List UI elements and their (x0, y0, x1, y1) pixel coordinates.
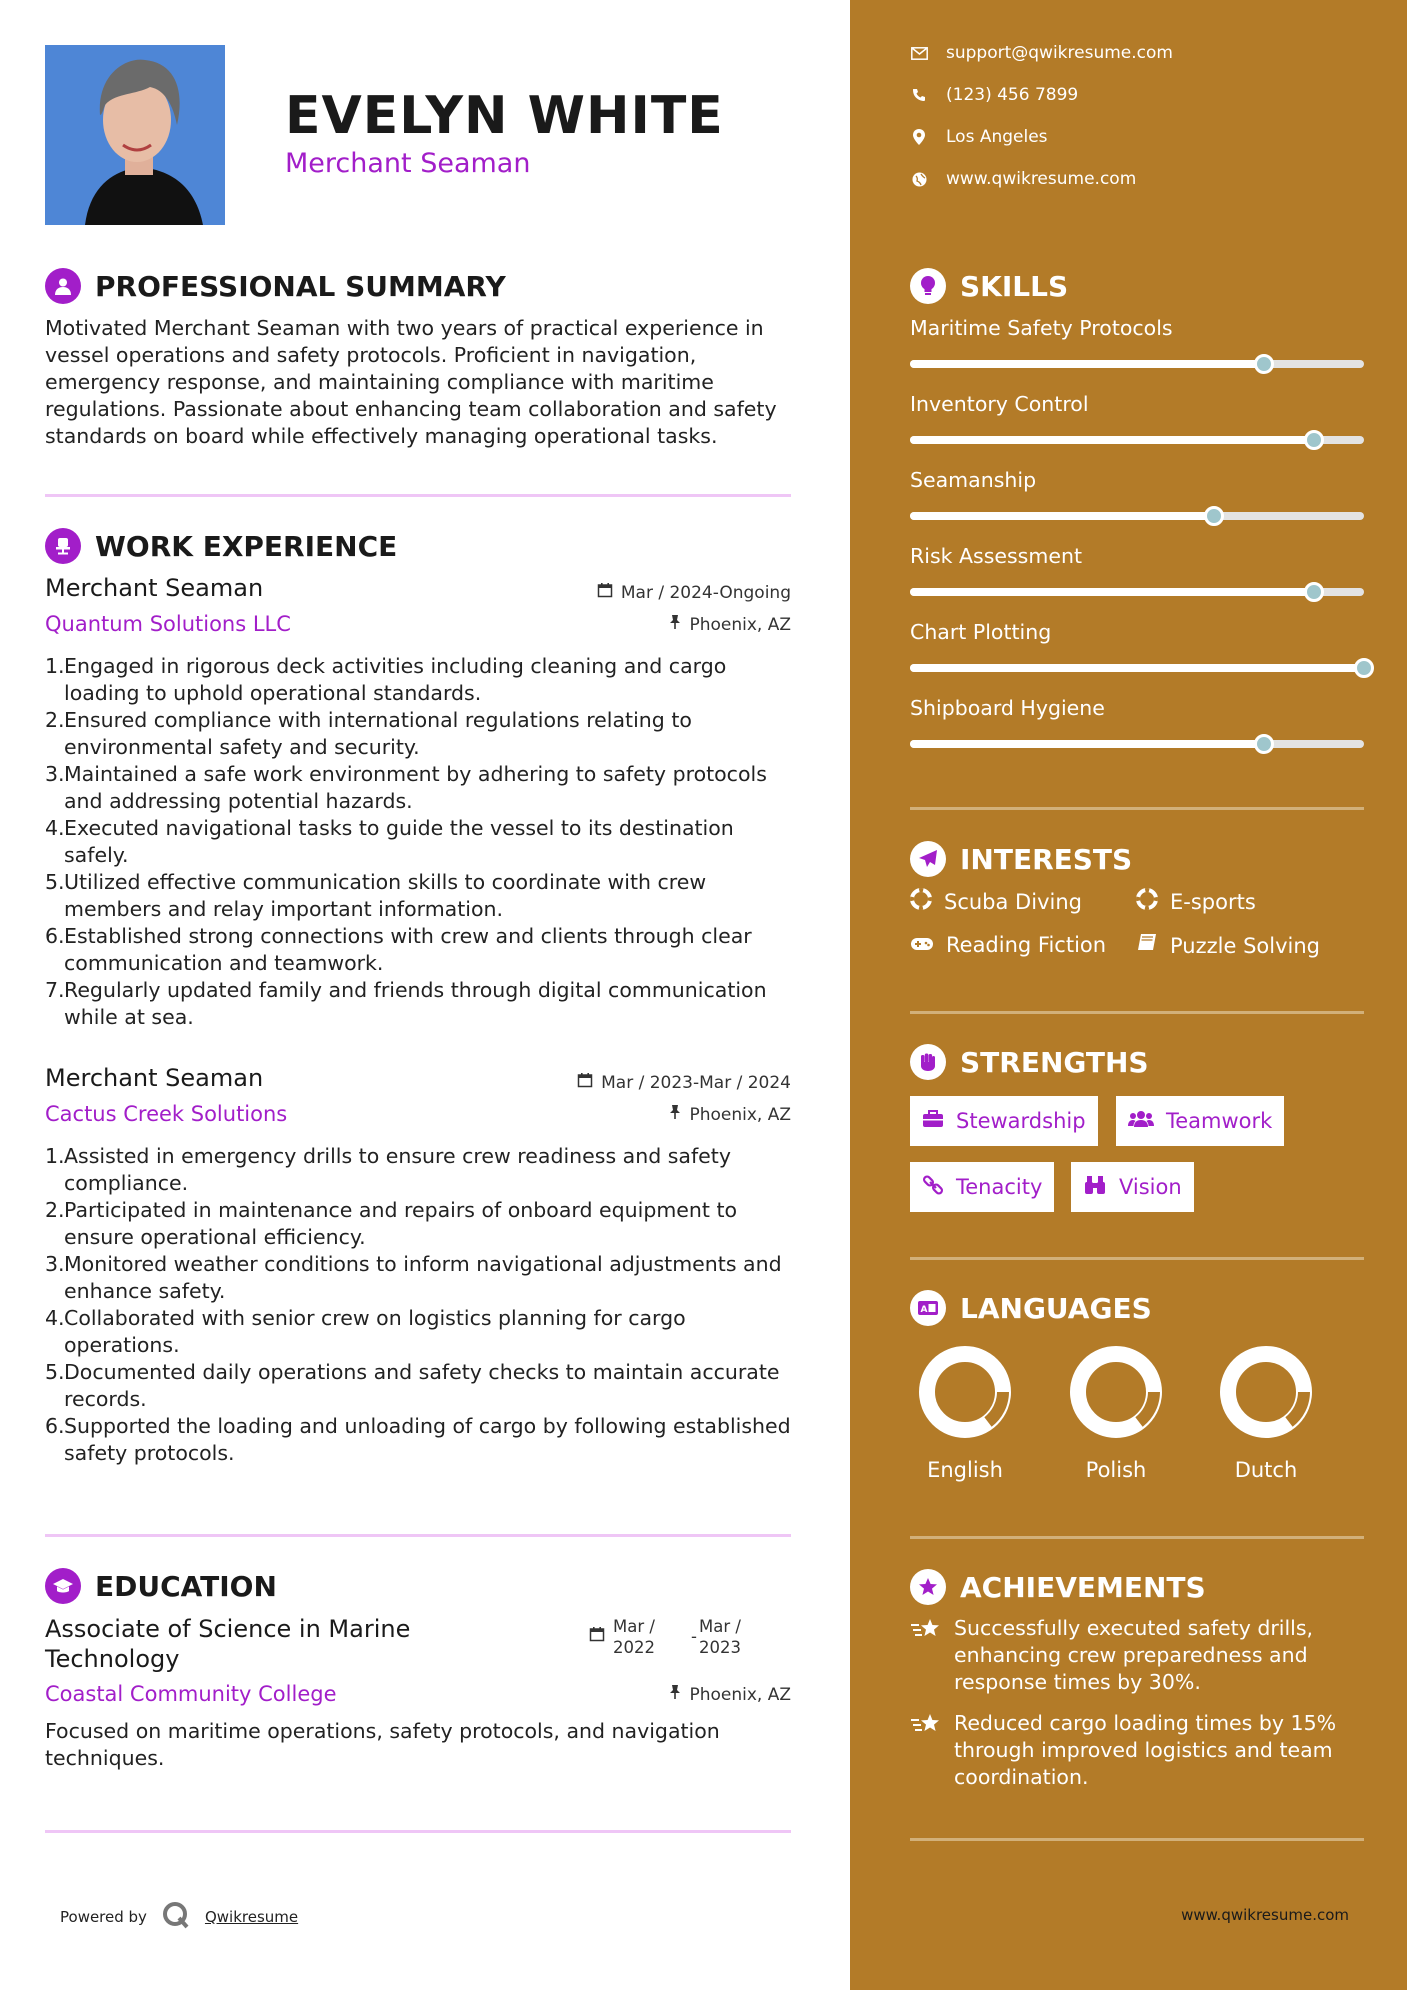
skill-level-knob (1354, 658, 1374, 678)
strength-chip: Vision (1071, 1162, 1194, 1212)
achievements-title: ACHIEVEMENTS (960, 1570, 1206, 1604)
skill-level-knob (1254, 354, 1274, 374)
skill-bar-fill (910, 588, 1314, 596)
achievements-header (910, 1569, 1206, 1605)
calendar-icon (597, 582, 613, 603)
skill-bar (910, 664, 1364, 672)
footer-url[interactable]: www.qwikresume.com (1181, 1906, 1349, 1924)
education-dates: Mar / 2022 - Mar / 2023 (589, 1616, 741, 1658)
list-item: 6. Supported the loading and unloading of cargo by following established safety protocols. (45, 1414, 791, 1465)
skill-label: Shipboard Hygiene (910, 696, 1105, 720)
language-icon (910, 1290, 946, 1326)
skill-bar (910, 588, 1364, 596)
qwikresume-link[interactable]: Qwikresume (204, 1908, 299, 1926)
users-icon (1128, 1109, 1154, 1133)
education-text: Focused on maritime operations, safety protocols, and navigation techniques. (45, 1719, 720, 1770)
paper-plane-icon (910, 841, 946, 877)
summary-title: PROFESSIONAL SUMMARY (95, 269, 506, 303)
languages-title: LANGUAGES (960, 1291, 1152, 1325)
interests-header (910, 841, 1132, 877)
job-title: Merchant Seaman (45, 1064, 264, 1092)
skill-level-knob (1304, 430, 1324, 450)
shooting-star-icon (910, 1617, 942, 1696)
binoculars-icon (1083, 1175, 1107, 1200)
interests-title: INTERESTS (960, 842, 1133, 876)
interest-item: E-sports (1136, 888, 1256, 915)
user-icon (45, 268, 81, 304)
skill-level-knob (1204, 506, 1224, 526)
skill-level-knob (1254, 734, 1274, 754)
interest-item: Reading Fiction (910, 933, 1106, 957)
list-item: 4. Collaborated with senior crew on logistics planning for cargo operations. (45, 1306, 686, 1357)
divider (910, 807, 1364, 810)
star-icon (910, 1569, 946, 1605)
interest-item: Scuba Diving (910, 888, 1082, 915)
job-location: Phoenix, AZ (669, 1104, 791, 1125)
gamepad-icon (910, 933, 934, 957)
candidate-name: EVELYN WHITE (285, 86, 724, 146)
strength-chip: Tenacity (910, 1162, 1054, 1212)
job-location: Phoenix, AZ (669, 614, 791, 635)
education-header (45, 1568, 277, 1604)
pin-icon (669, 614, 681, 635)
divider (910, 1838, 1364, 1841)
svg-text:A: A (920, 1305, 928, 1315)
divider (45, 494, 791, 497)
experience-header (45, 528, 397, 564)
pin-icon (669, 1684, 681, 1705)
language-label: Dutch (1234, 1458, 1298, 1482)
lightbulb-icon (910, 268, 946, 304)
list-item: 1. Engaged in rigorous deck activities including cleaning and cargo loading to uphold operational standards. (45, 654, 727, 705)
skill-bar (910, 360, 1364, 368)
achievement-item: Successfully executed safety drills, enhancing crew preparedness and response times by 30%. (910, 1615, 1364, 1696)
envelope-icon (910, 47, 928, 60)
book-icon (1136, 933, 1158, 958)
skill-bar (910, 512, 1364, 520)
list-item: 4. Executed navigational tasks to guide the vessel to its destination safely. (45, 816, 734, 867)
qwikresume-logo-icon (161, 1900, 191, 1934)
language-ring-dutch (1216, 1342, 1316, 1446)
contact-phone: (123) 456 7899 (910, 85, 1078, 105)
skill-level-knob (1304, 582, 1324, 602)
link-icon (922, 1174, 944, 1201)
fist-icon (910, 1044, 946, 1080)
job-duties (45, 653, 795, 1031)
job-title: Merchant Seaman (45, 574, 264, 602)
school-name: Coastal Community College (45, 1682, 337, 1706)
shooting-star-icon (910, 1712, 942, 1791)
lifebuoy-icon (910, 888, 932, 915)
interest-item: Puzzle Solving (1136, 933, 1320, 958)
skill-bar-fill (910, 436, 1314, 444)
divider (45, 1534, 791, 1537)
graduation-cap-icon (45, 1568, 81, 1604)
list-item: 7. Regularly updated family and friends through digital communication while at sea. (45, 978, 767, 1029)
skill-label: Seamanship (910, 468, 1037, 492)
company-name: Quantum Solutions LLC (45, 612, 291, 636)
strengths-title: STRENGTHS (960, 1045, 1149, 1079)
calendar-icon (577, 1072, 593, 1093)
contact-website (910, 169, 1136, 189)
list-item: 3. Maintained a safe work environment by adhering to safety protocols and addressing potential hazards. (45, 762, 767, 813)
strength-chip: Teamwork (1116, 1096, 1284, 1146)
contact-email (910, 43, 1173, 63)
list-item: 2. Ensured compliance with international regulations relating to environmental safety and security. (45, 708, 692, 759)
website-link[interactable]: www.qwikresume.com (946, 169, 1137, 189)
powered-by: Powered by Qwikresume (60, 1900, 298, 1934)
job-dates: Mar / 2023-Mar / 2024 (577, 1072, 791, 1093)
globe-icon (910, 172, 928, 187)
profile-photo (45, 45, 225, 225)
achievement-item: Reduced cargo loading times by 15% through improved logistics and team coordination. (910, 1710, 1364, 1791)
skill-bar (910, 740, 1364, 748)
divider (910, 1011, 1364, 1014)
skill-label: Inventory Control (910, 392, 1089, 416)
chair-icon (45, 528, 81, 564)
skill-bar-fill (910, 360, 1264, 368)
summary-text: Motivated Merchant Seaman with two years of practical experience in vessel operations and safety protocols. Proficient in navigation, emergency response, and maintaining compliance with maritime regulations. Passionate about enhancing team collaboration and safety standards on board while effectively managing operational tasks. (45, 316, 777, 448)
list-item: 3. Monitored weather conditions to inform navigational adjustments and enhance safety. (45, 1252, 782, 1303)
language-label: Polish (1085, 1458, 1147, 1482)
skill-bar (910, 436, 1364, 444)
list-item: 6. Established strong connections with crew and clients through clear communication and teamwork. (45, 924, 752, 975)
skill-bar-fill (910, 664, 1364, 672)
language-ring-english (915, 1342, 1015, 1446)
map-pin-icon (910, 129, 928, 145)
strength-chip: Stewardship (910, 1096, 1098, 1146)
skill-label: Chart Plotting (910, 620, 1052, 644)
skills-title: SKILLS (960, 269, 1069, 303)
divider (910, 1257, 1364, 1260)
skill-label: Risk Assessment (910, 544, 1082, 568)
phone-icon (910, 88, 928, 102)
skill-label: Maritime Safety Protocols (910, 316, 1173, 340)
skills-header (910, 268, 1068, 304)
experience-title: WORK EXPERIENCE (95, 529, 398, 563)
list-item: 1. Assisted in emergency drills to ensure crew readiness and safety compliance. (45, 1144, 731, 1195)
contact-location: Los Angeles (910, 127, 1048, 147)
calendar-icon (589, 1626, 605, 1658)
divider (910, 1536, 1364, 1539)
lifebuoy-icon (1136, 888, 1158, 915)
list-item: 5. Documented daily operations and safety checks to maintain accurate records. (45, 1360, 780, 1411)
strengths-header (910, 1044, 1149, 1080)
summary-header (45, 268, 506, 304)
skill-bar-fill (910, 740, 1264, 748)
email-link[interactable]: support@qwikresume.com (946, 43, 1173, 63)
language-ring-polish (1066, 1342, 1166, 1446)
list-item: 5. Utilized effective communication skills to coordinate with crew members and relay important information. (45, 870, 707, 921)
degree-title: Associate of Science in Marine Technology (45, 1615, 411, 1673)
candidate-role: Merchant Seaman (285, 148, 531, 179)
list-item: 2. Participated in maintenance and repairs of onboard equipment to ensure operational efficiency. (45, 1198, 738, 1249)
divider (45, 1830, 791, 1833)
job-duties (45, 1143, 795, 1467)
education-title: EDUCATION (95, 1569, 277, 1603)
job-dates: Mar / 2024-Ongoing (597, 582, 791, 603)
pin-icon (669, 1104, 681, 1125)
languages-header (910, 1290, 1152, 1326)
education-location: Phoenix, AZ (669, 1684, 791, 1705)
company-name: Cactus Creek Solutions (45, 1102, 288, 1126)
sidebar (850, 0, 1407, 1990)
language-label: English (927, 1458, 1003, 1482)
skill-bar-fill (910, 512, 1214, 520)
briefcase-icon (922, 1109, 944, 1133)
